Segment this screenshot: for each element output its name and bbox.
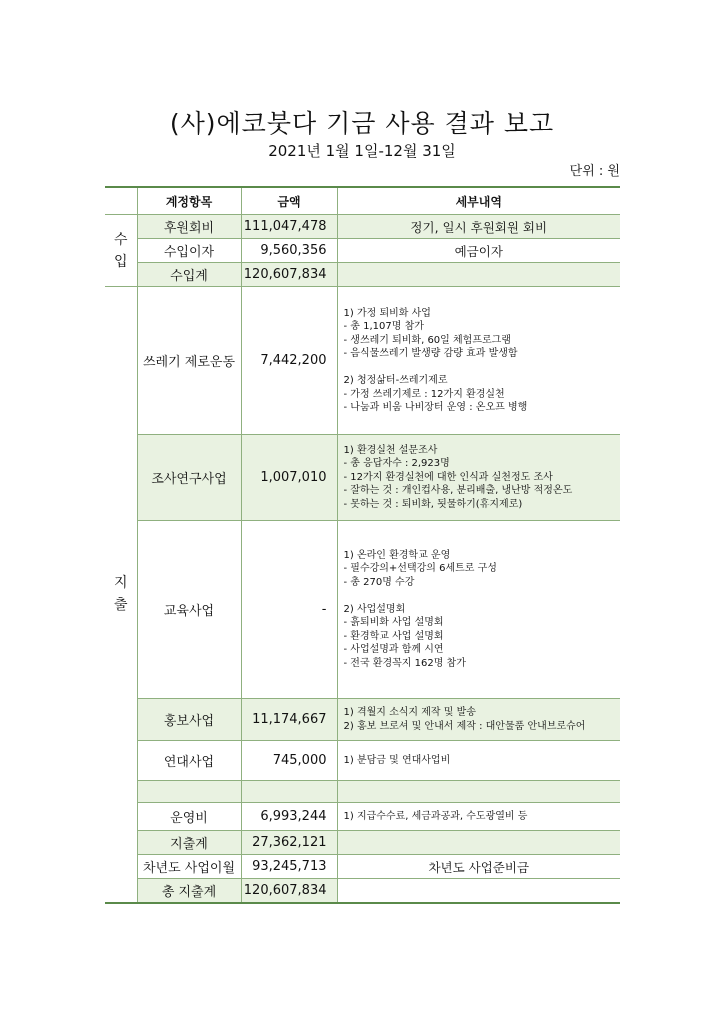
header-amount: 금액: [241, 187, 337, 215]
report-period: 2021년 1월 1일-12월 31일: [268, 142, 456, 160]
detail-gap: [344, 361, 615, 375]
table-row: [105, 287, 620, 435]
row-item: 홍보사업: [137, 699, 241, 741]
expense-subtotal-amount: 27,362,121: [241, 831, 337, 855]
detail-gap: [344, 589, 615, 603]
row-item: 교육사업: [137, 521, 241, 699]
row-amount: 9,560,356: [241, 239, 337, 263]
detail-line: - 환경학교 사업 설명회: [343, 630, 444, 642]
grand-total-item: 총 지출계: [137, 879, 241, 903]
detail-line: - 못하는 것 : 퇴비화, 됫물하기(휴지제로): [343, 498, 523, 510]
report-title: (사)에코붓다 기금 사용 결과 보고: [169, 109, 555, 138]
blank-cell: [137, 781, 241, 803]
grand-total-detail: [337, 879, 620, 903]
table-row: [105, 741, 620, 781]
expense-subtotal-item: 지출계: [137, 831, 241, 855]
row-item: 운영비: [137, 803, 241, 831]
detail-line: - 나눔과 비움 나비장터 운영 : 온오프 병행: [343, 402, 528, 413]
table-row: [105, 521, 620, 699]
detail-line: - 잘하는 것 : 개인컵사용, 분리배출, 냉난방 적정온도: [343, 485, 573, 497]
row-amount: 111,047,478: [241, 215, 337, 239]
detail-line: 2) 청정삶터-쓰레기제로: [343, 375, 448, 386]
detail-line: 1) 가정 퇴비화 사업: [343, 307, 431, 319]
detail-line: - 흙퇴비화 사업 설명회: [343, 617, 444, 629]
header-detail: 세부내역: [337, 187, 620, 215]
detail-line: 1) 지급수수료, 세금과공과, 수도광열비 등: [343, 810, 528, 822]
detail-line: 1) 환경실천 설문조사: [343, 444, 438, 456]
carryover-item: 차년도 사업이월: [137, 855, 241, 879]
grand-total-amount: 120,607,834: [241, 879, 337, 903]
detail-line: - 총 1,107명 참가: [343, 321, 424, 332]
blank-cell: [241, 781, 337, 803]
table-row: [105, 239, 620, 263]
detail-line: - 필수강의+선택강의 6세트로 구성: [343, 563, 497, 575]
detail-line: 2) 사업설명회: [343, 603, 406, 615]
row-item: 연대사업: [137, 741, 241, 781]
grand-total-row: [105, 879, 620, 903]
detail-line: - 가정 쓰레기제로 : 12가지 환경실천: [343, 388, 505, 400]
header-section: [105, 187, 137, 215]
header-item: 계정항목: [137, 187, 241, 215]
income-total-amount: 120,607,834: [241, 263, 337, 287]
detail-line: - 전국 환경꼭지 162명 참가: [343, 657, 466, 669]
blank-cell: [337, 781, 620, 803]
row-details: [337, 435, 620, 521]
detail-line: 2) 홍보 브로셔 및 안내서 제작 : 대안물품 안내브로슈어: [343, 720, 586, 732]
detail-line: - 사업설명과 함께 시연: [343, 644, 444, 656]
expense-subtotal-detail: [337, 831, 620, 855]
unit-label: 단위 : 원: [569, 164, 620, 179]
table-row: [105, 803, 620, 831]
row-amount: 6,993,244: [241, 803, 337, 831]
detail-line: - 생쓰레기 퇴비화, 60일 체험프로그램: [343, 334, 511, 346]
income-section-label: 수 입: [105, 215, 137, 287]
table-row: [105, 435, 620, 521]
income-total-row: [105, 263, 620, 287]
detail-line: - 총 270명 수강: [343, 576, 415, 588]
row-amount: -: [241, 521, 337, 699]
table-row: [105, 215, 620, 239]
income-total-item: 수입계: [137, 263, 241, 287]
row-item: 쓰레기 제로운동: [137, 287, 241, 435]
detail-line: 1) 온라인 환경학교 운영: [343, 549, 451, 561]
row-detail: 예금이자: [337, 239, 620, 263]
blank-row: [105, 781, 620, 803]
income-total-detail: [337, 263, 620, 287]
row-item: 조사연구사업: [137, 435, 241, 521]
row-item: 수입이자: [137, 239, 241, 263]
detail-line: - 음식물쓰레기 발생량 감량 효과 발생함: [343, 348, 518, 359]
expense-subtotal-row: [105, 831, 620, 855]
carryover-row: [105, 855, 620, 879]
expense-section-label: 지 출: [105, 287, 137, 903]
carryover-detail: 차년도 사업준비금: [337, 855, 620, 879]
row-amount: 745,000: [241, 741, 337, 781]
row-details: [337, 287, 620, 435]
report-table: [105, 186, 620, 904]
detail-line: - 총 응답자수 : 2,923명: [343, 458, 450, 470]
row-details: [337, 521, 620, 699]
detail-line: 1) 격월지 소식지 제작 및 발송: [343, 707, 476, 718]
detail-line: 1) 분담금 및 연대사업비: [343, 754, 451, 766]
row-amount: 7,442,200: [241, 287, 337, 435]
row-item: 후원회비: [137, 215, 241, 239]
row-details: [337, 699, 620, 741]
carryover-amount: 93,245,713: [241, 855, 337, 879]
row-amount: 1,007,010: [241, 435, 337, 521]
detail-line: - 12가지 환경실천에 대한 인식과 실천정도 조사: [343, 471, 553, 483]
row-amount: 11,174,667: [241, 699, 337, 741]
row-details: [337, 803, 620, 831]
row-detail: 정기, 일시 후원회원 회비: [337, 215, 620, 239]
row-details: [337, 741, 620, 781]
header-row: [105, 187, 620, 215]
table-row: [105, 699, 620, 741]
